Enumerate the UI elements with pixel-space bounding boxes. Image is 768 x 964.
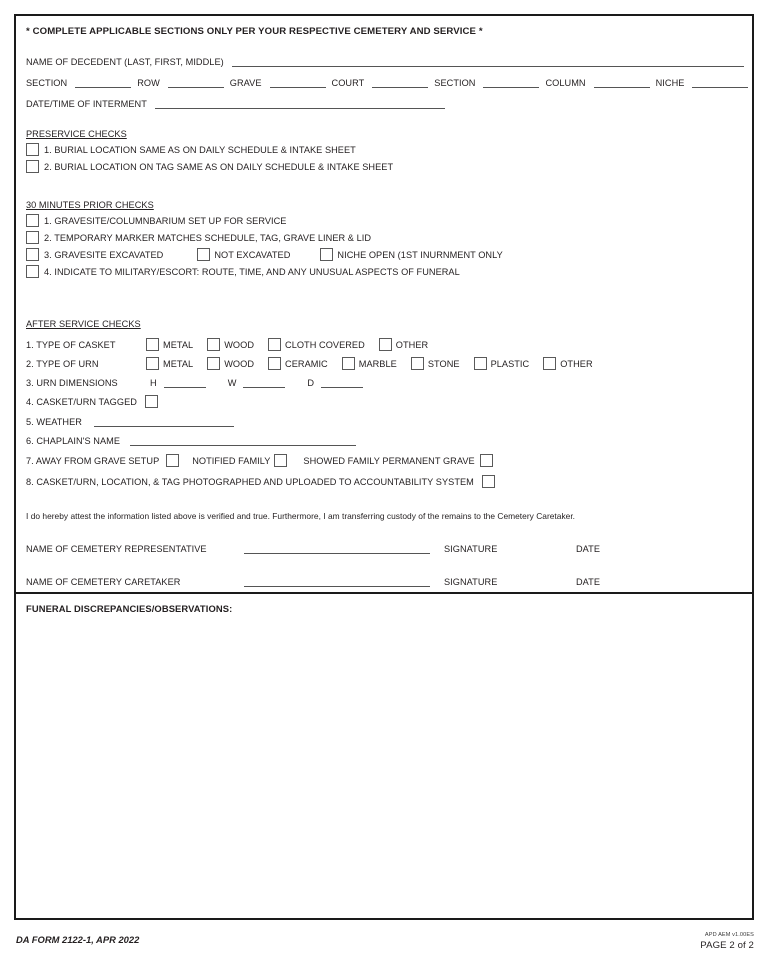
location-field-niche	[656, 77, 749, 88]
urn-dimension-h-input[interactable]	[164, 377, 206, 388]
option-label: NOT EXCAVATED	[214, 249, 291, 260]
location-field-row	[137, 77, 230, 88]
away-from-grave-label: 7. AWAY FROM GRAVE SETUP	[26, 455, 160, 466]
location-field-section-niche	[434, 77, 545, 88]
checkbox-icon[interactable]	[207, 357, 220, 370]
location-label: ROW	[137, 78, 160, 88]
location-input-row[interactable]	[168, 77, 224, 88]
location-input-section-grave[interactable]	[75, 77, 131, 88]
urn-type-row	[26, 357, 593, 370]
urn-option-wood[interactable]	[207, 357, 254, 370]
interment-datetime-row	[26, 98, 746, 109]
option-label: OTHER	[395, 339, 429, 350]
form-page	[14, 14, 754, 920]
option-label: CLOTH COVERED	[285, 339, 365, 350]
urn-option-stone[interactable]	[411, 357, 460, 370]
location-grid-row	[26, 77, 746, 88]
signature-row-caretaker	[26, 576, 746, 587]
thirty-minutes-item-1[interactable]	[26, 214, 503, 227]
option-not-excavated[interactable]	[197, 248, 290, 261]
checkbox-icon[interactable]	[320, 248, 333, 261]
chaplain-name-row	[26, 435, 593, 446]
thirty-minutes-checks-block	[26, 200, 503, 278]
preservice-check-list	[26, 143, 393, 173]
preservice-item-label: 2. BURIAL LOCATION ON TAG SAME AS ON DAILY SCHEDULE & INTAKE SHEET	[44, 161, 394, 172]
preservice-item-label: 1. BURIAL LOCATION SAME AS ON DAILY SCHEDULE & INTAKE SHEET	[44, 144, 356, 155]
checkbox-icon[interactable]	[474, 357, 487, 370]
checkbox-icon[interactable]	[26, 265, 39, 278]
thirty-minutes-item-label: 1. GRAVESITE/COLUMNBARIUM SET UP FOR SERVICE	[44, 215, 287, 226]
urn-dimension-d-label: D	[307, 378, 315, 388]
urn-dimensions-label: 3. URN DIMENSIONS	[26, 378, 118, 388]
casket-option-other[interactable]	[379, 338, 428, 351]
checkbox-icon[interactable]	[26, 214, 39, 227]
urn-option-marble[interactable]	[342, 357, 397, 370]
casket-type-label: 1. TYPE OF CASKET	[26, 339, 116, 350]
urn-dimension-w-label: W	[227, 378, 237, 388]
thirty-minutes-item-4[interactable]	[26, 265, 503, 278]
urn-option-ceramic[interactable]	[268, 357, 328, 370]
casket-urn-tagged-label: 4. CASKET/URN TAGGED	[26, 396, 137, 407]
thirty-minutes-item-label: 4. INDICATE TO MILITARY/ESCORT: ROUTE, TIME, AND ANY UNUSUAL ASPECTS OF FUNERAL	[44, 266, 460, 277]
funeral-discrepancies-section[interactable]	[16, 594, 752, 918]
instruction-banner: * COMPLETE APPLICABLE SECTIONS ONLY PER YOUR RESPECTIVE CEMETERY AND SERVICE *	[26, 26, 483, 37]
footer-right-block	[700, 932, 754, 951]
representative-name-label: NAME OF CEMETERY REPRESENTATIVE	[26, 544, 207, 554]
checkbox-icon[interactable]	[379, 338, 392, 351]
option-label: WOOD	[224, 339, 255, 350]
checkbox-icon[interactable]	[207, 338, 220, 351]
casket-option-wood[interactable]	[207, 338, 254, 351]
weather-input[interactable]	[94, 416, 234, 427]
location-label: NICHE	[655, 78, 685, 88]
attestation-block	[26, 511, 746, 587]
checkbox-icon[interactable]	[543, 357, 556, 370]
photographed-uploaded-label: 8. CASKET/URN, LOCATION, & TAG PHOTOGRAPHED AND UPLOADED TO ACCOUNTABILITY SYSTEM	[26, 476, 474, 487]
preservice-heading: PRESERVICE CHECKS	[26, 129, 127, 139]
location-input-section-niche[interactable]	[483, 77, 539, 88]
location-field-column	[545, 77, 655, 88]
location-label: SECTION	[26, 78, 68, 88]
checkbox-icon[interactable]	[26, 231, 39, 244]
interment-datetime-label: DATE/TIME OF INTERMENT	[26, 99, 147, 109]
location-input-niche[interactable]	[692, 77, 748, 88]
chaplain-name-label: 6. CHAPLAIN'S NAME	[26, 436, 121, 446]
thirty-minutes-check-list	[26, 214, 503, 278]
urn-dimensions-row	[26, 377, 593, 388]
location-label: SECTION	[434, 78, 476, 88]
location-label: GRAVE	[229, 78, 262, 88]
preservice-item-1[interactable]	[26, 143, 393, 156]
location-input-grave[interactable]	[270, 77, 326, 88]
option-label: MARBLE	[358, 358, 397, 369]
option-showed-family-permanent-grave[interactable]	[303, 454, 492, 467]
thirty-minutes-item-2[interactable]	[26, 231, 503, 244]
option-label: WOOD	[224, 358, 255, 369]
checkbox-icon[interactable]	[274, 454, 287, 467]
after-service-heading: AFTER SERVICE CHECKS	[26, 319, 141, 329]
thirty-minutes-heading: 30 MINUTES PRIOR CHECKS	[26, 200, 154, 210]
funeral-discrepancies-title: FUNERAL DISCREPANCIES/OBSERVATIONS:	[26, 603, 233, 614]
checkbox-icon[interactable]	[480, 454, 493, 467]
checkbox-icon[interactable]	[342, 357, 355, 370]
representative-date-label: DATE	[576, 544, 601, 554]
page-number: PAGE 2 of 2	[700, 940, 754, 951]
checkbox-icon[interactable]	[166, 454, 179, 467]
photographed-uploaded-row[interactable]	[26, 475, 593, 488]
thirty-minutes-item-3	[26, 248, 503, 261]
checkbox-icon[interactable]	[411, 357, 424, 370]
option-label: OTHER	[560, 358, 593, 369]
signature-row-representative	[26, 543, 746, 554]
location-field-section-grave	[26, 77, 137, 88]
option-notified-family[interactable]	[192, 454, 287, 467]
form-main-section	[16, 16, 752, 594]
casket-type-row	[26, 338, 593, 351]
casket-option-metal[interactable]	[146, 338, 193, 351]
option-label: METAL	[163, 358, 194, 369]
option-label: PLASTIC	[490, 358, 530, 369]
checkbox-icon[interactable]	[145, 395, 158, 408]
decedent-name-input[interactable]	[232, 56, 744, 67]
urn-option-plastic[interactable]	[474, 357, 530, 370]
urn-dimension-w-input[interactable]	[243, 377, 285, 388]
preservice-item-2[interactable]	[26, 160, 393, 173]
option-label: NICHE OPEN (1ST INURNMENT ONLY	[337, 249, 503, 260]
option-label: STONE	[427, 358, 460, 369]
decedent-name-row	[26, 56, 746, 67]
urn-dimension-h-label: H	[150, 378, 157, 388]
urn-dimension-d-input[interactable]	[321, 377, 363, 388]
representative-name-input[interactable]	[244, 543, 430, 554]
location-field-court	[332, 77, 435, 88]
away-from-grave-row	[26, 454, 593, 467]
decedent-name-label: NAME OF DECEDENT (LAST, FIRST, MIDDLE)	[26, 57, 224, 67]
checkbox-icon[interactable]	[146, 357, 159, 370]
checkbox-icon[interactable]	[146, 338, 159, 351]
checkbox-icon[interactable]	[268, 338, 281, 351]
location-label: COLUMN	[545, 78, 586, 88]
option-label: METAL	[163, 339, 194, 350]
location-field-grave	[230, 77, 332, 88]
checkbox-icon[interactable]	[268, 357, 281, 370]
checkbox-icon[interactable]	[197, 248, 210, 261]
caretaker-name-input[interactable]	[244, 576, 430, 587]
weather-row	[26, 416, 593, 427]
caretaker-signature-label: SIGNATURE	[444, 577, 498, 587]
thirty-minutes-item-label: 2. TEMPORARY MARKER MATCHES SCHEDULE, TAG, GRAVE LINER & LID	[44, 232, 372, 243]
after-service-checks-block	[26, 319, 593, 488]
casket-urn-tagged-row[interactable]	[26, 395, 593, 408]
urn-option-metal[interactable]	[146, 357, 193, 370]
checkbox-icon[interactable]	[26, 143, 39, 156]
attestation-statement: I do hereby attest the information listed above is verified and true. Furthermore, I am transferring custody of the remains to the Cemetery Caretaker.	[26, 511, 576, 521]
apd-version-text: APD AEM v1.00ES	[704, 932, 754, 938]
option-label: SHOWED FAMILY PERMANENT GRAVE	[303, 455, 475, 466]
urn-type-label: 2. TYPE OF URN	[26, 358, 99, 369]
preservice-checks-block	[26, 129, 393, 173]
interment-datetime-input[interactable]	[155, 98, 445, 109]
form-identifier: DA FORM 2122-1, APR 2022	[16, 934, 140, 945]
chaplain-name-input[interactable]	[130, 435, 356, 446]
option-niche-open[interactable]	[320, 248, 502, 261]
option-label: CERAMIC	[285, 358, 328, 369]
thirty-minutes-item-label: 3. GRAVESITE EXCAVATED	[44, 249, 164, 260]
checkbox-icon[interactable]	[482, 475, 495, 488]
urn-option-other[interactable]	[543, 357, 592, 370]
caretaker-date-label: DATE	[576, 577, 601, 587]
location-input-court[interactable]	[372, 77, 428, 88]
caretaker-name-label: NAME OF CEMETERY CARETAKER	[26, 577, 181, 587]
option-label: NOTIFIED FAMILY	[192, 455, 271, 466]
location-input-column[interactable]	[594, 77, 650, 88]
casket-option-cloth-covered[interactable]	[268, 338, 365, 351]
checkbox-icon[interactable]	[26, 160, 39, 173]
checkbox-icon[interactable]	[26, 248, 39, 261]
weather-label: 5. WEATHER	[26, 417, 82, 427]
funeral-discrepancies-textarea[interactable]	[26, 614, 742, 894]
location-label: COURT	[331, 78, 365, 88]
representative-signature-label: SIGNATURE	[444, 544, 498, 554]
